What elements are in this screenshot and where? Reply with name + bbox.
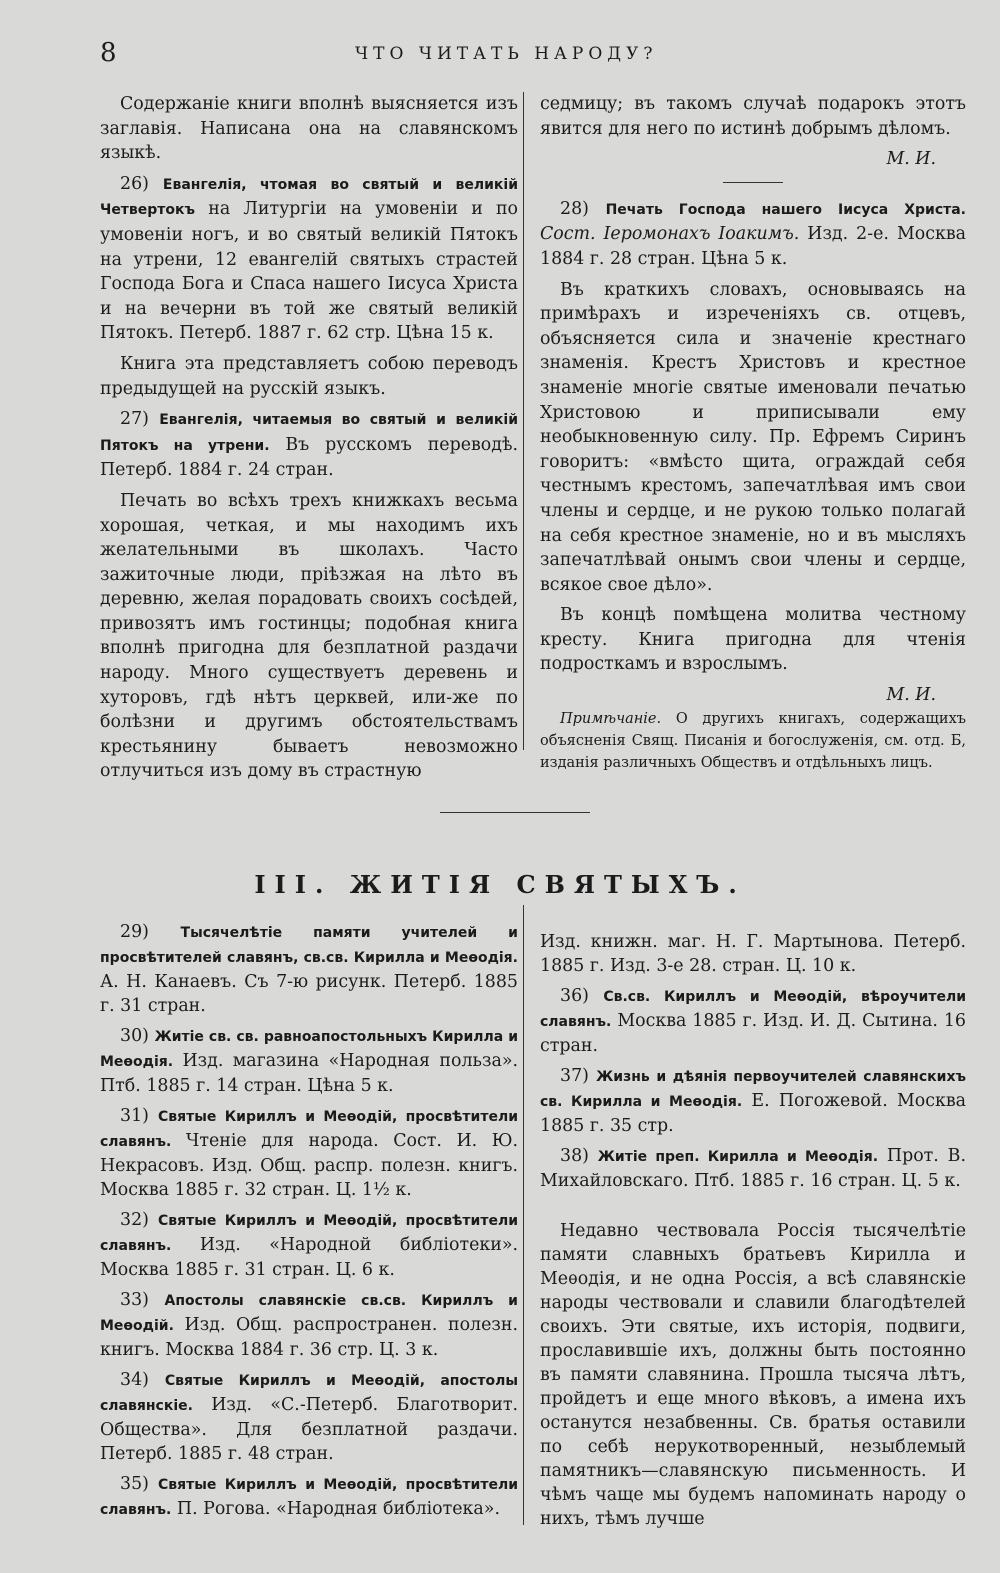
entry-title: Житіе св. св. равноапостольныхъ Кирилла и Меѳодія.	[100, 1029, 519, 1070]
separator-rule	[723, 182, 783, 183]
paragraph: Содержаніе книги вполнѣ выясняется изъ заглавія. Написана она на славянскомъ языкѣ.	[100, 94, 518, 164]
entry-title: Жизнь и дѣянія первоучителей славянскихъ св. Кирилла и Меѳодія.	[540, 1069, 966, 1110]
entry-31	[100, 1104, 518, 1202]
entry-30	[100, 1024, 518, 1098]
entry-text: Изд. Общ. распространен. полезн. книгъ. Москва 1884 г. 36 стр. Ц. 3 к.	[100, 1315, 518, 1360]
entry-text: Изд. магазина «Народная польза». Птб. 1885 г. 14 стран. Цѣна 5 к.	[100, 1051, 518, 1096]
entry-title: Евангелія, чтомая во святый и великій Четвертокъ	[100, 176, 518, 219]
entry-text: Изд. «Народной библіотеки». Москва 1885 г. 31 стран. Ц. 6 к.	[100, 1235, 518, 1280]
entry-35-continued: Изд. книжн. маг. Н. Г. Мартынова. Петерб. 1885 г. Изд. 3-е 28. стран. Ц. 10 к.	[540, 932, 966, 976]
entry-title: Святые Кириллъ и Меѳодій, апостолы славянскіе.	[100, 1373, 519, 1414]
entry-number: 38)	[560, 1146, 589, 1166]
entry-34	[100, 1368, 518, 1466]
entry-number: 34)	[120, 1370, 149, 1390]
paragraph: Недавно чествовала Россія тысячелѣтіе памяти славныхъ братьевъ Кирилла и Меѳодія, и не одна Россія, а всѣ славянскіе народы чествовали и славили благодѣтелей своихъ. Эти святые, ихъ исторія, подвиги, прославившіе ихъ, должны быть постоянно въ памяти славянина. Прошла тысяча лѣтъ, пройдетъ и еще много вѣковъ, а имена ихъ останутся незабвенны. Св. братья оставили по себѣ нерукотворенный, незыблемый памятникъ—славянскую письменность. И чѣмъ чаще мы будемъ напоминать народу о нихъ, тѣмъ лучше	[540, 1221, 966, 1529]
paragraph: седмицу; въ такомъ случаѣ подарокъ этотъ явится для него по истинѣ добрымъ дѣломъ.	[540, 94, 966, 139]
note-text: О другихъ книгахъ, содержащихъ объясненія Свящ. Писанія и богослуженія, см. отд. Б, изданія различныхъ Обществъ и отдѣльныхъ лицъ.	[540, 710, 966, 771]
section-title: III. ЖИТІЯ СВЯТЫХЪ.	[254, 870, 746, 899]
entry-author: Сост. Іеромонахъ Іоакимъ.	[540, 224, 800, 245]
paragraph: Печать во всѣхъ трехъ книжкахъ весьма хорошая, четкая, и мы находимъ ихъ желательными въ школахъ. Часто зажиточные люди, пріѣзжая на лѣто въ деревню, желая порадовать своихъ сосѣдей, привозятъ имъ гостинцы; подобная книга вполнѣ пригодна для безплатной раздачи народу. Много существуетъ деревень и хуторовъ, гдѣ нѣтъ церквей, или-же по болѣзни и другимъ обстоятельствамъ крестьянину бываетъ невозможно отлучиться изъ дому въ страстную	[100, 490, 518, 782]
bottom-right-column	[540, 930, 966, 1537]
entry-title: Печать Господа нашего Іисуса Христа.	[605, 201, 967, 218]
entry-text: на Литургіи на умовеніи и по умовеніи ногъ, и во святый великій Пятокъ на утрени, 12 евангелій святыхъ страстей Господа Бога и Спаса нашего Іисуса Христа и на вечерни въ той же святый великій Пятокъ. Петерб. 1887 г. 62 стр. Цѣна 15 к.	[100, 199, 519, 344]
top-left-column	[100, 92, 518, 790]
paragraph: Въ краткихъ словахъ, основываясь на примѣрахъ и изреченіяхъ св. отцевъ, объясняется сила и значеніе крестнаго знаменія. Крестъ Христовъ и крестное знаменіе многіе святые именовали печатью Христовою и приписывали ему необыкновенную силу. Пр. Ефремъ Сиринъ говоритъ: «вмѣсто щита, ограждай себя честнымъ крестомъ, запечатлѣвая имъ свои члены и сердце, и не рукою только полагай на себя крестное знаменіе, но и въ мысляхъ запечатлѣвай онымъ свои члены и сердце, всякое свое дѣло».	[540, 279, 966, 595]
entry-number: 33)	[120, 1290, 149, 1310]
signature: М. И.	[886, 149, 936, 170]
signature: М. И.	[886, 685, 936, 706]
entry-text: А. Н. Канаевъ. Съ 7-ю рисунк. Петерб. 1885 г. 31 стран.	[100, 972, 518, 1016]
entry-title: Житіе преп. Кирилла и Меѳодія.	[597, 1149, 879, 1165]
column-divider-bottom	[523, 905, 524, 1525]
entry-text: Чтеніе для народа. Сост. И. Ю. Некрасовъ. Изд. Общ. распр. полезн. книгъ. Москва 1885 г. 32 стран. Ц. 1½ к.	[100, 1131, 518, 1200]
entry-number: 35)	[120, 1474, 149, 1494]
entry-28	[540, 197, 966, 272]
entry-number: 27)	[120, 409, 149, 430]
entry-title: Апостолы славянскіе св.св. Кириллъ и Меѳодій.	[100, 1293, 518, 1334]
entry-number: 30)	[120, 1026, 149, 1046]
page-number: 8	[100, 38, 117, 68]
entry-number: 28)	[560, 198, 589, 219]
page-header	[100, 38, 960, 78]
running-title: ЧТО ЧИТАТЬ НАРОДУ?	[355, 44, 658, 64]
entry-number: 36)	[560, 986, 589, 1006]
paragraph: Книга эта представляетъ собою переводъ предыдущей на русскій языкъ.	[100, 353, 518, 399]
entry-32	[100, 1208, 518, 1282]
column-divider-top	[523, 92, 524, 750]
entry-title: Евангелія, читаемыя во святый и великій Пятокъ на утрени.	[100, 412, 519, 454]
note-label: Примѣчаніе.	[560, 710, 662, 727]
entry-text: Москва 1885 г. Изд. И. Д. Сытина. 16 стран.	[540, 1011, 966, 1056]
entry-36	[540, 984, 966, 1058]
entry-number: 29)	[120, 922, 149, 942]
entry-text: Изд. 2-е. Москва 1884 г. 28 стран. Цѣна 5 к.	[540, 224, 966, 269]
top-right-column	[540, 92, 966, 780]
entry-27	[100, 407, 518, 483]
entry-33	[100, 1288, 518, 1362]
entry-text: Прот. В. Михайловскаго. Птб. 1885 г. 16 стран. Ц. 5 к.	[540, 1146, 966, 1191]
entry-title: Тысячелѣтіе памяти учителей и просвѣтителей славянъ, св.св. Кирилла и Меѳодія.	[100, 925, 518, 966]
entry-text: Въ русскомъ переводѣ. Петерб. 1884 г. 24 стран.	[100, 434, 518, 481]
entry-26	[100, 172, 518, 346]
section-separator	[440, 812, 590, 813]
entry-text: Изд. «С.-Петерб. Благотворит. Общества». Для безплатной раздачи. Петерб. 1885 г. 48 стран.	[100, 1395, 518, 1464]
entry-title: Св.св. Кириллъ и Меѳодій, вѣроучители славянъ.	[540, 989, 967, 1030]
bottom-left-column	[100, 920, 518, 1528]
entry-title: Святые Кириллъ и Меѳодій, просвѣтители славянъ.	[100, 1109, 519, 1150]
entry-37	[540, 1064, 966, 1138]
entry-title: Святые Кириллъ и Меѳодій, просвѣтители славянъ.	[100, 1477, 519, 1518]
entry-title: Святые Кириллъ и Меѳодій, просвѣтители славянъ.	[100, 1213, 519, 1254]
entry-38	[540, 1144, 966, 1193]
paragraph: Въ концѣ помѣщена молитва честному кресту. Книга пригодна для чтенія подросткамъ и взрослымъ.	[540, 605, 966, 675]
entry-number: 31)	[120, 1106, 149, 1126]
entry-number: 37)	[560, 1066, 589, 1086]
entry-number: 26)	[120, 173, 149, 194]
note	[540, 708, 966, 774]
entry-text: П. Рогова. «Народная библіотека».	[176, 1499, 500, 1519]
entry-number: 32)	[120, 1210, 149, 1230]
entry-35	[100, 1472, 518, 1522]
entry-text: Е. Погожевой. Москва 1885 г. 35 стр.	[540, 1091, 966, 1136]
entry-29	[100, 920, 518, 1018]
